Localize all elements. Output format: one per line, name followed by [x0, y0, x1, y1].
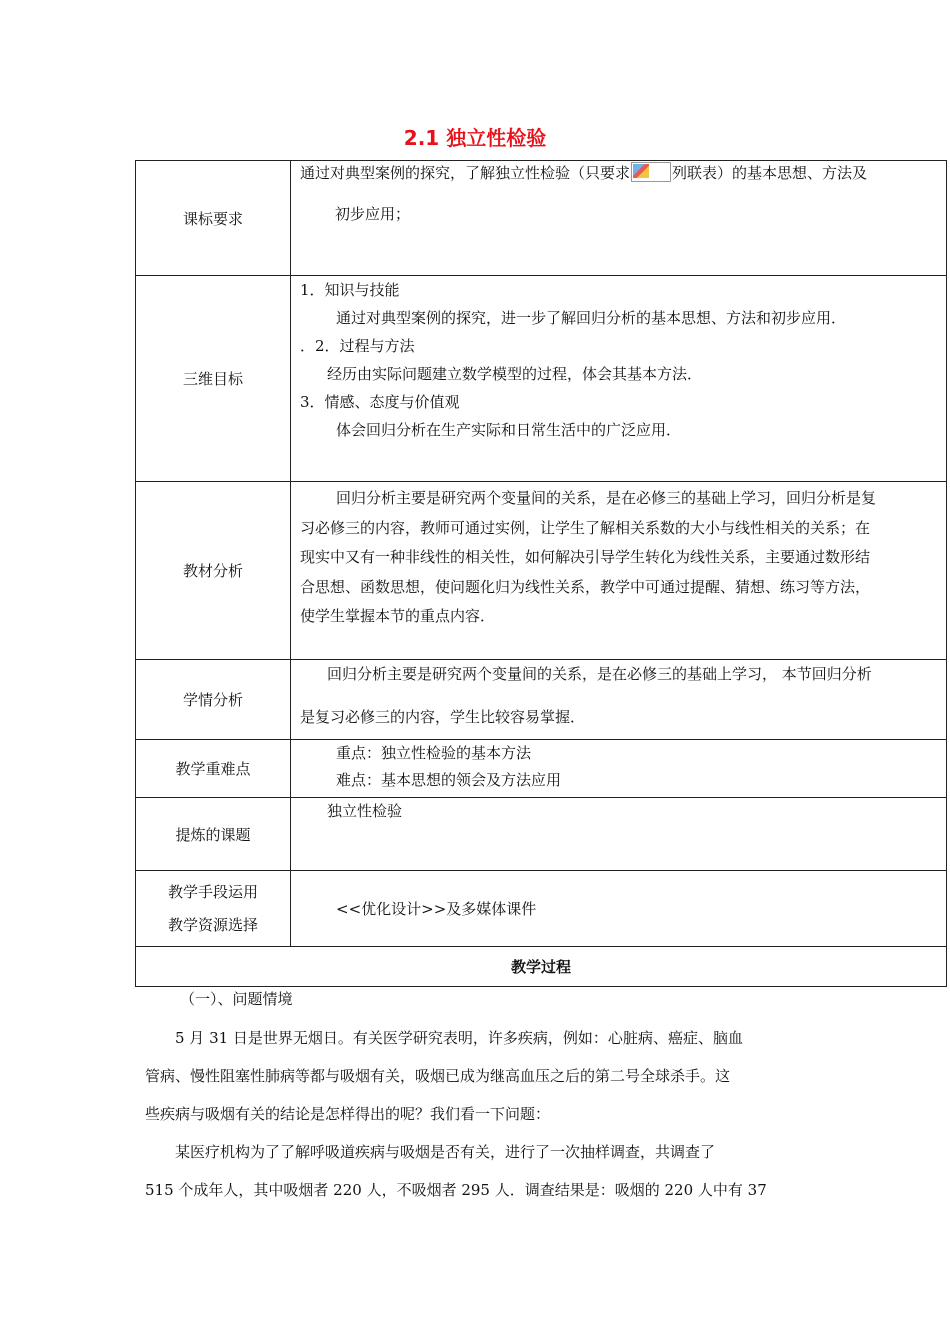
- curriculum-text-1: 通过对典型案例的探究，了解独立性检验（只要求: [300, 164, 631, 182]
- teaching-process-heading: 教学过程: [136, 947, 947, 987]
- row-means: [136, 871, 947, 947]
- lesson-plan-table: [135, 160, 947, 987]
- row-curriculum: [136, 161, 947, 276]
- curriculum-text-2: 列联表）的基本思想、方法及: [672, 164, 868, 182]
- textbook-line-5: 使学生掌握本节的重点内容．: [300, 607, 496, 625]
- row-process: [136, 947, 947, 987]
- section-heading: （一）、问题情境: [180, 990, 293, 1008]
- content-goals: [291, 276, 947, 482]
- label-students: 学情分析: [136, 660, 291, 740]
- body-line-1: 5 月 31 日是世界无烟日。有关医学研究表明，许多疾病，例如：心脏病、癌症、脑血: [175, 1029, 743, 1047]
- content-topic: [291, 798, 947, 871]
- label-means: [136, 871, 291, 947]
- textbook-line-3: 现实中又有一种非线性的相关性，如何解决引导学生转化为线性关系，主要通过数形结: [300, 548, 871, 566]
- goals-line-4: 经历由实际问题建立数学模型的过程，体会其基本方法．: [327, 365, 703, 383]
- label-means-2: 教学资源选择: [167, 915, 258, 934]
- textbook-line-1: 回归分析主要是研究两个变量间的关系，是在必修三的基础上学习，回归分析是复: [336, 489, 877, 507]
- label-goals: 三维目标: [136, 276, 291, 482]
- body-line-3: 些疾病与吸烟有关的结论是怎样得出的呢？我们看一下问题：: [145, 1105, 551, 1123]
- row-goals: [136, 276, 947, 482]
- label-textbook: 教材分析: [136, 482, 291, 660]
- page-title: 2.1 独立性检验: [403, 126, 547, 150]
- students-line-2: 是复习必修三的内容，学生比较容易掌握．: [300, 708, 586, 726]
- content-key-points: [291, 740, 947, 798]
- label-curriculum: 课标要求: [136, 161, 291, 276]
- textbook-line-4: 合思想、函数思想，使问题化归为线性关系，教学中可通过提醒、猜想、练习等方法，: [300, 577, 871, 596]
- label-means-1: 教学手段运用: [167, 882, 258, 901]
- key-point-line: 重点：独立性检验的基本方法: [336, 744, 532, 762]
- students-line-1: 回归分析主要是研究两个变量间的关系，是在必修三的基础上学习， 本节回归分析: [327, 665, 872, 683]
- broken-image-icon: [631, 162, 671, 182]
- topic-text: 独立性检验: [327, 802, 403, 820]
- body-text: [145, 985, 805, 1209]
- means-text: <<优化设计>>及多媒体课件: [336, 899, 537, 918]
- row-topic: [136, 798, 947, 871]
- content-curriculum: [291, 161, 947, 276]
- label-topic: 提炼的课题: [136, 798, 291, 871]
- row-students: [136, 660, 947, 740]
- goals-line-1: 1．知识与技能: [300, 281, 400, 299]
- label-key-points: 教学重难点: [136, 740, 291, 798]
- goals-line-2: 通过对典型案例的探究，进一步了解回归分析的基本思想、方法和初步应用．: [336, 309, 847, 327]
- body-line-2: 管病、慢性阻塞性肺病等都与吸烟有关，吸烟已成为继高血压之后的第二号全球杀手。这: [145, 1067, 731, 1085]
- content-students: [291, 660, 947, 740]
- goals-line-6: 体会回归分析在生产实际和日常生活中的广泛应用．: [336, 421, 682, 439]
- goals-line-5: 3．情感、态度与价值观: [300, 393, 460, 411]
- difficult-point-line: 难点：基本思想的领会及方法应用: [336, 771, 562, 789]
- goals-line-3: ．2．过程与方法: [300, 337, 415, 355]
- body-line-4: 某医疗机构为了了解呼吸道疾病与吸烟是否有关，进行了一次抽样调查，共调查了: [175, 1143, 716, 1161]
- row-textbook: [136, 482, 947, 660]
- content-textbook: [291, 482, 947, 660]
- row-key-points: [136, 740, 947, 798]
- curriculum-text-3: 初步应用；: [335, 205, 411, 223]
- textbook-line-2: 习必修三的内容，教师可通过实例，让学生了解相关系数的大小与线性相关的关系；在: [300, 518, 871, 537]
- content-means: [291, 871, 947, 947]
- body-line-5: 515 个成年人，其中吸烟者 220 人，不吸烟者 295 人．调查结果是：吸烟的 220 人中有 37: [145, 1181, 767, 1199]
